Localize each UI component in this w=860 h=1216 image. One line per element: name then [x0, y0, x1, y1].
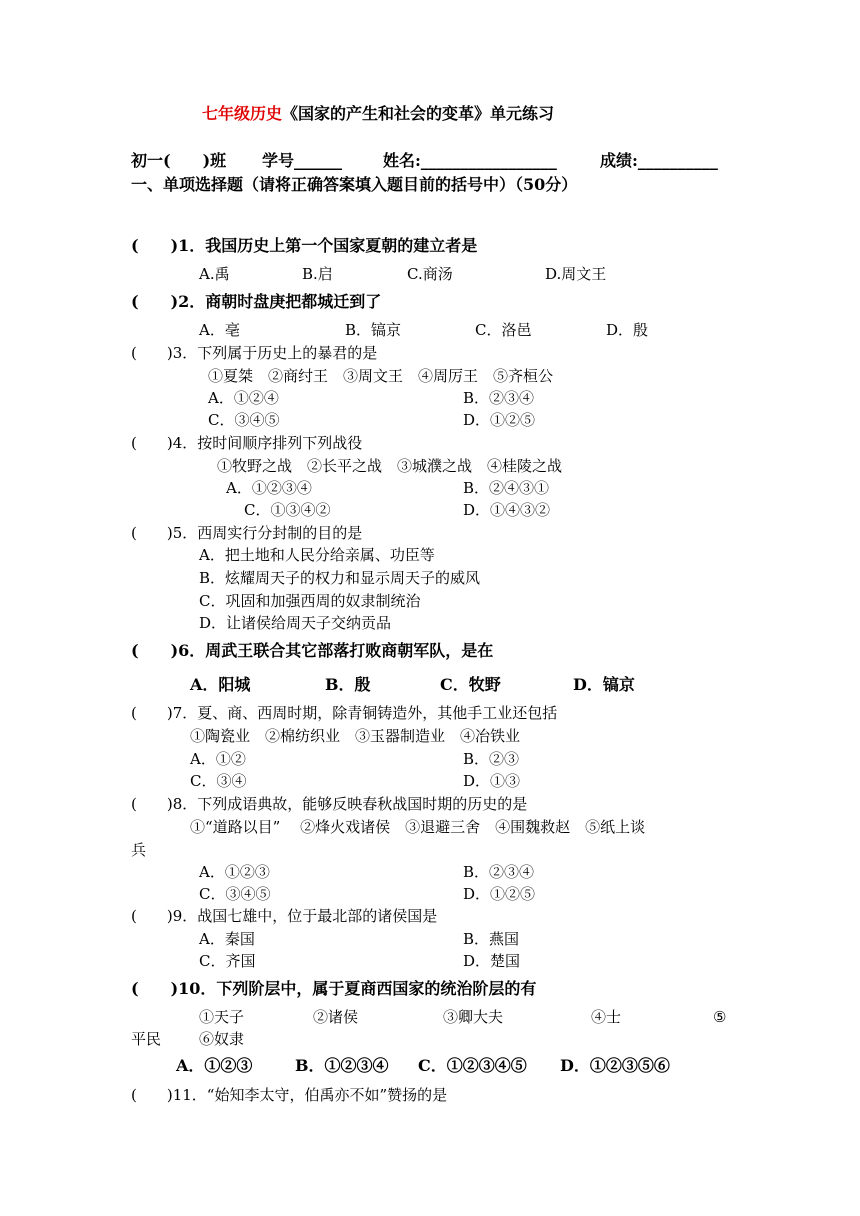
question-6-stem: ( )6．周武王联合其它部落打败商朝军队，是在	[131, 641, 494, 660]
q10-option-c: C．①②③④⑤	[418, 1056, 527, 1075]
q3-option-d: D．①②⑤	[463, 411, 536, 429]
q10-item-2: ②诸侯	[313, 1008, 359, 1026]
question-7-stem: ( )7．夏、商、西周时期，除青铜铸造外，其他手工业还包括	[131, 704, 558, 722]
q10-item-3: ③卿大夫	[443, 1008, 504, 1026]
q5-option-d: D．让诸侯给周天子交纳贡品	[199, 614, 392, 632]
question-8-stem: ( )8．下列成语典故，能够反映春秋战国时期的历史的是	[131, 795, 528, 813]
question-3-stem: ( )3．下列属于历史上的暴君的是	[131, 344, 378, 362]
q10-item-1: ①天子	[199, 1008, 245, 1026]
q6-option-a: A．阳城	[190, 675, 251, 694]
q9-option-d: D．楚国	[463, 952, 521, 970]
q2-option-d: D．殷	[606, 321, 649, 339]
title-grade: 七年级历史	[202, 104, 283, 123]
q8-items-wrap: 兵	[131, 841, 147, 859]
class-field: 初一( )班	[131, 151, 227, 170]
q7-option-b: B．②③	[463, 750, 520, 768]
q1-option-a: A.禹	[199, 265, 230, 283]
q2-option-b: B．镐京	[345, 321, 402, 339]
student-number-field: 学号______	[262, 151, 343, 170]
q4-option-c: C．①③④②	[244, 501, 331, 519]
name-field: 姓名:_________________	[383, 151, 557, 170]
q10-option-a: A．①②③	[176, 1056, 253, 1075]
q5-option-c: C．巩固和加强西周的奴隶制统治	[199, 592, 421, 610]
q4-option-d: D．①④③②	[463, 501, 551, 519]
q8-option-a: A．①②③	[199, 863, 270, 881]
q10-item-5-label: 平民	[131, 1030, 162, 1048]
q8-option-d: D．①②⑤	[463, 885, 536, 903]
q3-option-a: A．①②④	[208, 389, 279, 407]
question-5-stem: ( )5．西周实行分封制的目的是	[131, 524, 363, 542]
question-10-stem: ( )10．下列阶层中，属于夏商西国家的统治阶层的有	[131, 979, 537, 998]
q8-items: ①“道路以目” ②烽火戏诸侯 ③退避三舍 ④围魏救赵 ⑤纸上谈	[190, 818, 646, 836]
q2-option-c: C．洛邑	[475, 321, 532, 339]
q10-option-b: B．①②③④	[295, 1056, 389, 1075]
question-1-stem: ( )1．我国历史上第一个国家夏朝的建立者是	[131, 236, 478, 255]
question-11-stem: ( )11．“始知李太守，伯禹亦不如”赞扬的是	[131, 1086, 448, 1104]
q2-option-a: A．亳	[199, 321, 240, 339]
section-heading: 一、单项选择题（请将正确答案填入题目前的括号中）（50分）	[131, 175, 578, 194]
question-2-stem: ( )2．商朝时盘庚把都城迁到了	[131, 292, 382, 311]
q7-option-c: C．③④	[190, 772, 247, 790]
q9-option-c: C．齐国	[199, 952, 256, 970]
page-title	[202, 104, 554, 124]
question-4-stem: ( )4．按时间顺序排列下列战役	[131, 434, 363, 452]
q6-option-c: C．牧野	[440, 675, 501, 694]
q4-items: ①牧野之战 ②长平之战 ③城濮之战 ④桂陵之战	[217, 457, 563, 475]
q4-option-a: A．①②③④	[226, 479, 312, 497]
q8-option-c: C．③④⑤	[199, 885, 271, 903]
q3-option-c: C．③④⑤	[208, 411, 280, 429]
q7-items: ①陶瓷业 ②棉纺织业 ③玉器制造业 ④冶铁业	[190, 727, 521, 745]
q7-option-a: A．①②	[190, 750, 246, 768]
title-text: 《国家的产生和社会的变革》单元练习	[282, 104, 555, 123]
q1-option-b: B.启	[302, 265, 333, 283]
q3-option-b: B．②③④	[463, 389, 535, 407]
q10-option-d: D．①②③⑤⑥	[560, 1056, 670, 1075]
q9-option-a: A．秦国	[199, 930, 255, 948]
q9-option-b: B．燕国	[463, 930, 520, 948]
q1-option-c: C.商汤	[407, 265, 453, 283]
q4-option-b: B．②④③①	[463, 479, 550, 497]
q3-items: ①夏桀 ②商纣王 ③周文王 ④周厉王 ⑤齐桓公	[208, 367, 554, 385]
q10-item-5: ⑤	[713, 1008, 727, 1026]
q5-option-a: A．把土地和人民分给亲属、功臣等	[199, 546, 435, 564]
q10-item-4: ④士	[591, 1008, 622, 1026]
score-field: 成绩:__________	[600, 151, 718, 170]
q5-option-b: B．炫耀周天子的权力和显示周天子的威风	[199, 569, 481, 587]
q8-option-b: B．②③④	[463, 863, 535, 881]
q7-option-d: D．①③	[463, 772, 521, 790]
q6-option-d: D．镐京	[573, 675, 635, 694]
q6-option-b: B．殷	[325, 675, 371, 694]
question-9-stem: ( )9．战国七雄中，位于最北部的诸侯国是	[131, 907, 438, 925]
q1-option-d: D.周文王	[545, 265, 607, 283]
q10-item-6: ⑥奴隶	[199, 1030, 245, 1048]
